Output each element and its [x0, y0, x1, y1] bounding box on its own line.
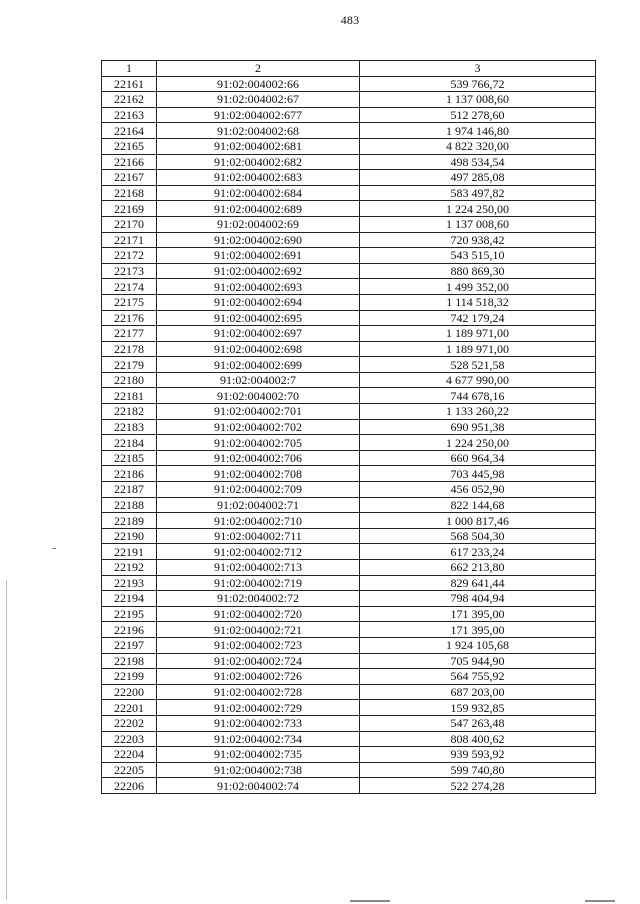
cadastral-number-cell: 91:02:004002:719 [157, 575, 360, 591]
row-number-cell: 22200 [102, 684, 157, 700]
table-row [102, 513, 596, 529]
cadastral-number-cell: 91:02:004002:711 [157, 528, 360, 544]
cadastral-value-cell: 498 534,54 [360, 154, 596, 170]
cadastral-value-cell: 497 285,08 [360, 170, 596, 186]
cadastral-number-cell: 91:02:004002:713 [157, 560, 360, 576]
cadastral-value-cell: 543 515,10 [360, 248, 596, 264]
row-number-cell: 22188 [102, 497, 157, 513]
row-number-cell: 22184 [102, 435, 157, 451]
cadastral-number-cell: 91:02:004002:726 [157, 669, 360, 685]
table-row [102, 684, 596, 700]
table-row [102, 92, 596, 108]
table-row [102, 653, 596, 669]
cadastral-number-cell: 91:02:004002:72 [157, 591, 360, 607]
row-number-cell: 22171 [102, 232, 157, 248]
scan-edge-line [6, 580, 7, 900]
table-row [102, 357, 596, 373]
table-row [102, 747, 596, 763]
row-number-cell: 22206 [102, 778, 157, 794]
table-row [102, 669, 596, 685]
row-number-cell: 22162 [102, 92, 157, 108]
cadastral-number-cell: 91:02:004002:705 [157, 435, 360, 451]
cadastral-number-cell: 91:02:004002:738 [157, 762, 360, 778]
cadastral-value-cell: 880 869,30 [360, 263, 596, 279]
table-row [102, 731, 596, 747]
row-number-cell: 22189 [102, 513, 157, 529]
table-row [102, 715, 596, 731]
cadastral-number-cell: 91:02:004002:683 [157, 170, 360, 186]
table-row [102, 528, 596, 544]
row-number-cell: 22194 [102, 591, 157, 607]
cadastral-value-cell: 744 678,16 [360, 388, 596, 404]
row-number-cell: 22169 [102, 201, 157, 217]
cadastral-number-cell: 91:02:004002:728 [157, 684, 360, 700]
table-row [102, 216, 596, 232]
row-number-cell: 22204 [102, 747, 157, 763]
cadastral-value-cell: 1 974 146,80 [360, 123, 596, 139]
row-number-cell: 22179 [102, 357, 157, 373]
cadastral-number-cell: 91:02:004002:681 [157, 138, 360, 154]
cadastral-value-cell: 690 951,38 [360, 419, 596, 435]
row-number-cell: 22197 [102, 637, 157, 653]
cadastral-number-cell: 91:02:004002:70 [157, 388, 360, 404]
cadastral-number-cell: 91:02:004002:66 [157, 76, 360, 92]
cadastral-number-cell: 91:02:004002:684 [157, 185, 360, 201]
cadastral-number-cell: 91:02:004002:691 [157, 248, 360, 264]
row-number-cell: 22170 [102, 216, 157, 232]
cadastral-number-cell: 91:02:004002:702 [157, 419, 360, 435]
cadastral-number-cell: 91:02:004002:733 [157, 715, 360, 731]
cadastral-number-cell: 91:02:004002:729 [157, 700, 360, 716]
row-number-cell: 22183 [102, 419, 157, 435]
table-row [102, 606, 596, 622]
row-number-cell: 22195 [102, 606, 157, 622]
row-number-cell: 22175 [102, 294, 157, 310]
cadastral-number-cell: 91:02:004002:693 [157, 279, 360, 295]
row-number-cell: 22177 [102, 326, 157, 342]
row-number-cell: 22192 [102, 560, 157, 576]
table-row [102, 560, 596, 576]
cadastral-value-cell: 159 932,85 [360, 700, 596, 716]
cadastral-value-cell: 1 499 352,00 [360, 279, 596, 295]
table-row [102, 279, 596, 295]
cadastral-number-cell: 91:02:004002:708 [157, 466, 360, 482]
row-number-cell: 22196 [102, 622, 157, 638]
row-number-cell: 22191 [102, 544, 157, 560]
table-row [102, 544, 596, 560]
cadastral-number-cell: 91:02:004002:699 [157, 357, 360, 373]
cadastral-value-cell: 1 224 250,00 [360, 201, 596, 217]
row-number-cell: 22168 [102, 185, 157, 201]
row-number-cell: 22178 [102, 341, 157, 357]
cadastral-value-cell: 568 504,30 [360, 528, 596, 544]
row-number-cell: 22199 [102, 669, 157, 685]
cadastral-value-cell: 1 189 971,00 [360, 326, 596, 342]
row-number-cell: 22203 [102, 731, 157, 747]
row-number-cell: 22193 [102, 575, 157, 591]
row-number-cell: 22174 [102, 279, 157, 295]
cadastral-value-cell: 705 944,90 [360, 653, 596, 669]
table-row [102, 341, 596, 357]
cadastral-value-cell: 512 278,60 [360, 107, 596, 123]
cadastral-number-cell: 91:02:004002:697 [157, 326, 360, 342]
cadastral-value-cell: 564 755,92 [360, 669, 596, 685]
row-number-cell: 22172 [102, 248, 157, 264]
page-number: 483 [340, 13, 360, 27]
cadastral-number-cell: 91:02:004002:721 [157, 622, 360, 638]
cadastral-value-cell: 539 766,72 [360, 76, 596, 92]
cadastral-value-cell: 171 395,00 [360, 622, 596, 638]
row-number-cell: 22198 [102, 653, 157, 669]
table-row [102, 154, 596, 170]
cadastral-value-cell: 1 114 518,32 [360, 294, 596, 310]
header-row [102, 61, 596, 77]
cadastral-value-cell: 939 593,92 [360, 747, 596, 763]
header-cell-2: 2 [157, 61, 360, 77]
header-cell-1: 1 [102, 61, 157, 77]
cadastral-number-cell: 91:02:004002:689 [157, 201, 360, 217]
row-number-cell: 22173 [102, 263, 157, 279]
cadastral-value-cell: 1 133 260,22 [360, 404, 596, 420]
cadastral-number-cell: 91:02:004002:692 [157, 263, 360, 279]
cadastral-value-cell: 798 404,94 [360, 591, 596, 607]
cadastral-value-cell: 742 179,24 [360, 310, 596, 326]
cadastral-value-cell: 583 497,82 [360, 185, 596, 201]
row-number-cell: 22187 [102, 482, 157, 498]
table-row [102, 466, 596, 482]
cadastral-value-cell: 617 233,24 [360, 544, 596, 560]
row-number-cell: 22181 [102, 388, 157, 404]
cadastral-value-cell: 1 137 008,60 [360, 216, 596, 232]
row-number-cell: 22176 [102, 310, 157, 326]
cadastral-number-cell: 91:02:004002:709 [157, 482, 360, 498]
row-number-cell: 22166 [102, 154, 157, 170]
table-row [102, 263, 596, 279]
cadastral-number-cell: 91:02:004002:695 [157, 310, 360, 326]
table-row [102, 294, 596, 310]
table-row [102, 450, 596, 466]
table-row [102, 201, 596, 217]
cadastral-value-cell: 4 822 320,00 [360, 138, 596, 154]
table-body [102, 76, 596, 793]
scan-smudge [350, 900, 390, 902]
cadastral-value-table [101, 60, 596, 794]
header-cell-3: 3 [360, 61, 596, 77]
cadastral-value-cell: 829 641,44 [360, 575, 596, 591]
cadastral-value-cell: 171 395,00 [360, 606, 596, 622]
row-number-cell: 22182 [102, 404, 157, 420]
scan-speck [52, 548, 56, 549]
row-number-cell: 22205 [102, 762, 157, 778]
cadastral-value-cell: 808 400,62 [360, 731, 596, 747]
table-row [102, 76, 596, 92]
row-number-cell: 22201 [102, 700, 157, 716]
row-number-cell: 22202 [102, 715, 157, 731]
row-number-cell: 22165 [102, 138, 157, 154]
cadastral-number-cell: 91:02:004002:698 [157, 341, 360, 357]
cadastral-number-cell: 91:02:004002:682 [157, 154, 360, 170]
cadastral-value-cell: 528 521,58 [360, 357, 596, 373]
table-row [102, 778, 596, 794]
cadastral-value-cell: 1 924 105,68 [360, 637, 596, 653]
cadastral-value-cell: 547 263,48 [360, 715, 596, 731]
table-row [102, 123, 596, 139]
row-number-cell: 22164 [102, 123, 157, 139]
cadastral-number-cell: 91:02:004002:735 [157, 747, 360, 763]
cadastral-value-cell: 662 213,80 [360, 560, 596, 576]
cadastral-number-cell: 91:02:004002:694 [157, 294, 360, 310]
cadastral-value-cell: 522 274,28 [360, 778, 596, 794]
cadastral-number-cell: 91:02:004002:74 [157, 778, 360, 794]
cadastral-number-cell: 91:02:004002:712 [157, 544, 360, 560]
cadastral-value-cell: 1 000 817,46 [360, 513, 596, 529]
table-row [102, 637, 596, 653]
table-row [102, 591, 596, 607]
cadastral-number-cell: 91:02:004002:724 [157, 653, 360, 669]
row-number-cell: 22185 [102, 450, 157, 466]
row-number-cell: 22161 [102, 76, 157, 92]
table-row [102, 482, 596, 498]
scan-smudge [585, 900, 615, 902]
cadastral-value-cell: 660 964,34 [360, 450, 596, 466]
cadastral-value-cell: 687 203,00 [360, 684, 596, 700]
cadastral-value-cell: 456 052,90 [360, 482, 596, 498]
row-number-cell: 22190 [102, 528, 157, 544]
row-number-cell: 22163 [102, 107, 157, 123]
cadastral-value-cell: 822 144,68 [360, 497, 596, 513]
cadastral-number-cell: 91:02:004002:710 [157, 513, 360, 529]
cadastral-number-cell: 91:02:004002:723 [157, 637, 360, 653]
table-row [102, 497, 596, 513]
row-number-cell: 22180 [102, 372, 157, 388]
table-header [102, 61, 596, 77]
table-row [102, 404, 596, 420]
cadastral-number-cell: 91:02:004002:690 [157, 232, 360, 248]
table-row [102, 326, 596, 342]
cadastral-value-cell: 720 938,42 [360, 232, 596, 248]
cadastral-value-cell: 1 189 971,00 [360, 341, 596, 357]
cadastral-number-cell: 91:02:004002:720 [157, 606, 360, 622]
table-row [102, 435, 596, 451]
cadastral-number-cell: 91:02:004002:706 [157, 450, 360, 466]
table-row [102, 419, 596, 435]
cadastral-number-cell: 91:02:004002:71 [157, 497, 360, 513]
table-row [102, 575, 596, 591]
cadastral-number-cell: 91:02:004002:701 [157, 404, 360, 420]
row-number-cell: 22167 [102, 170, 157, 186]
cadastral-number-cell: 91:02:004002:677 [157, 107, 360, 123]
table-row [102, 700, 596, 716]
cadastral-value-cell: 599 740,80 [360, 762, 596, 778]
table-row [102, 138, 596, 154]
table-row [102, 622, 596, 638]
cadastral-number-cell: 91:02:004002:734 [157, 731, 360, 747]
cadastral-number-cell: 91:02:004002:67 [157, 92, 360, 108]
table-row [102, 388, 596, 404]
table-row [102, 232, 596, 248]
table-row [102, 372, 596, 388]
cadastral-number-cell: 91:02:004002:7 [157, 372, 360, 388]
cadastral-number-cell: 91:02:004002:69 [157, 216, 360, 232]
cadastral-value-cell: 1 224 250,00 [360, 435, 596, 451]
row-number-cell: 22186 [102, 466, 157, 482]
cadastral-value-cell: 4 677 990,00 [360, 372, 596, 388]
table-row [102, 248, 596, 264]
table-row [102, 107, 596, 123]
table-row [102, 762, 596, 778]
table-row [102, 185, 596, 201]
cadastral-value-cell: 703 445,98 [360, 466, 596, 482]
table-row [102, 170, 596, 186]
table-row [102, 310, 596, 326]
cadastral-value-cell: 1 137 008,60 [360, 92, 596, 108]
cadastral-number-cell: 91:02:004002:68 [157, 123, 360, 139]
